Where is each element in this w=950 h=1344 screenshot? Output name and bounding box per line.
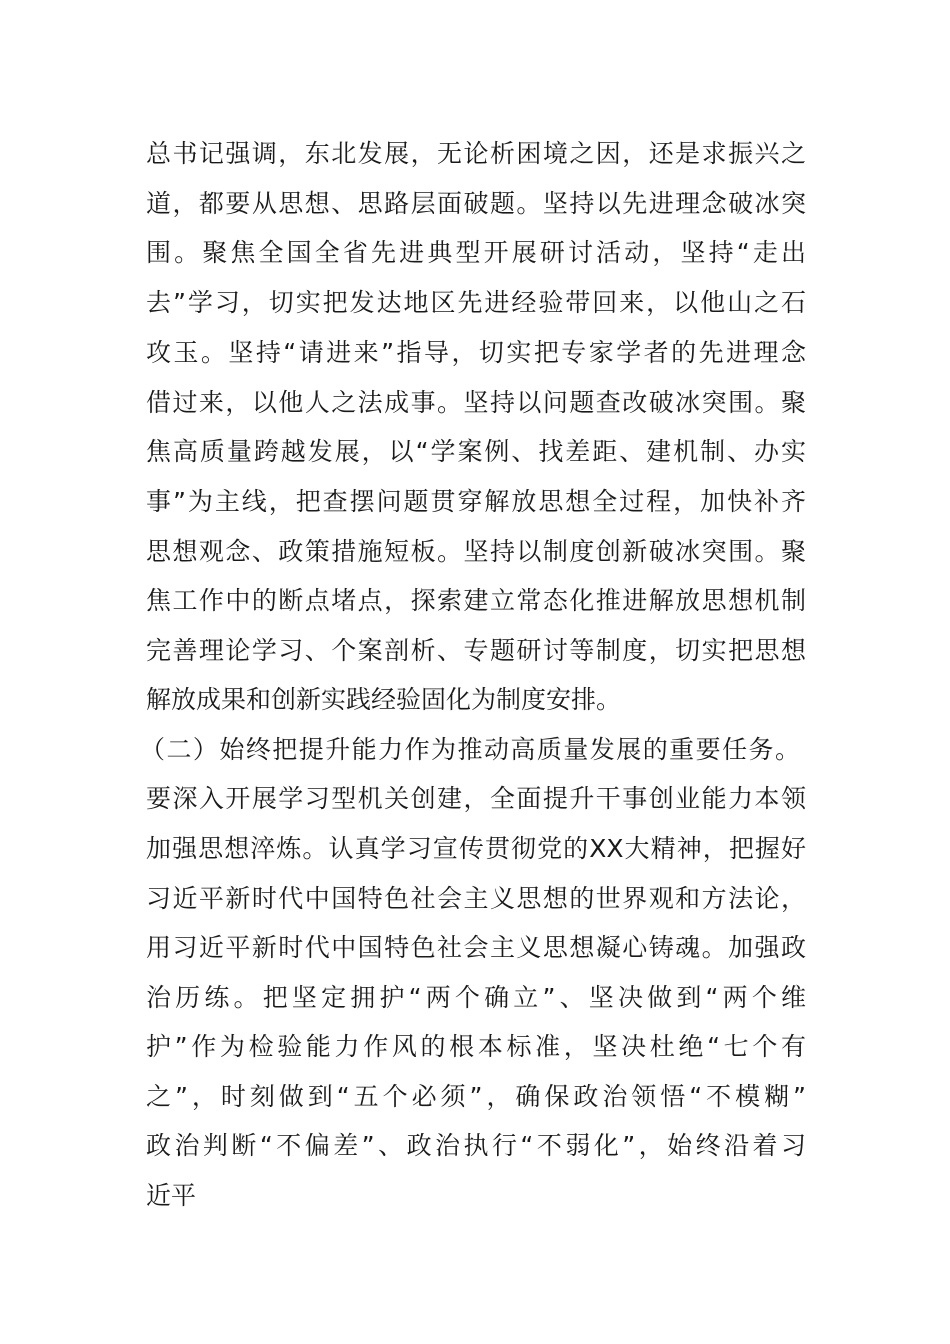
paragraph-line: 护”作为检验能力作风的根本标准，坚决杜绝“七个有	[146, 1032, 806, 1061]
paragraph-line: 道，都要从思想、思路层面破题。坚持以先进理念破冰突	[146, 189, 806, 218]
paragraph-line: 解放成果和创新实践经验固化为制度安排。	[146, 685, 622, 714]
paragraph-line: 完善理论学习、个案剖析、专题研讨等制度，切实把思想	[146, 636, 806, 665]
paragraph-line: 之”，时刻做到“五个必须”，确保政治领悟“不模糊”	[146, 1082, 806, 1111]
paragraph-line: 借过来，以他人之法成事。坚持以问题查改破冰突围。聚	[146, 388, 806, 417]
paragraph-line: 治历练。把坚定拥护“两个确立”、坚决做到“两个维	[146, 983, 806, 1012]
paragraph-line: 用习近平新时代中国特色社会主义思想凝心铸魂。加强政	[146, 933, 806, 962]
paragraph-line: 围。聚焦全国全省先进典型开展研讨活动，坚持“走出	[146, 238, 806, 267]
paragraph-line: 习近平新时代中国特色社会主义思想的世界观和方法论，	[146, 884, 806, 913]
paragraph-line: 思想观念、政策措施短板。坚持以制度创新破冰突围。聚	[146, 537, 806, 566]
section-heading: （二）始终把提升能力作为推动高质量发展的重要任务。	[140, 735, 800, 764]
paragraph-line: 要深入开展学习型机关创建，全面提升干事创业能力本领	[146, 784, 806, 813]
paragraph-line: 近平	[146, 1181, 197, 1210]
paragraph-line: 政治判断“不偏差”、政治执行“不弱化”，始终沿着习	[146, 1131, 806, 1160]
paragraph-line: 加强思想淬炼。认真学习宣传贯彻党的XX大精神，把握好	[146, 834, 806, 863]
paragraph-line: 事”为主线，把查摆问题贯穿解放思想全过程，加快补齐	[146, 487, 806, 516]
paragraph-line: 去”学习，切实把发达地区先进经验带回来，以他山之石	[146, 288, 806, 317]
paragraph-line: 总书记强调，东北发展，无论析困境之因，还是求振兴之	[146, 139, 806, 168]
paragraph-line: 攻玉。坚持“请进来”指导，切实把专家学者的先进理念	[146, 338, 806, 367]
paragraph-line: 焦高质量跨越发展，以“学案例、找差距、建机制、办实	[146, 437, 806, 466]
paragraph-line: 焦工作中的断点堵点，探索建立常态化推进解放思想机制	[146, 586, 806, 615]
